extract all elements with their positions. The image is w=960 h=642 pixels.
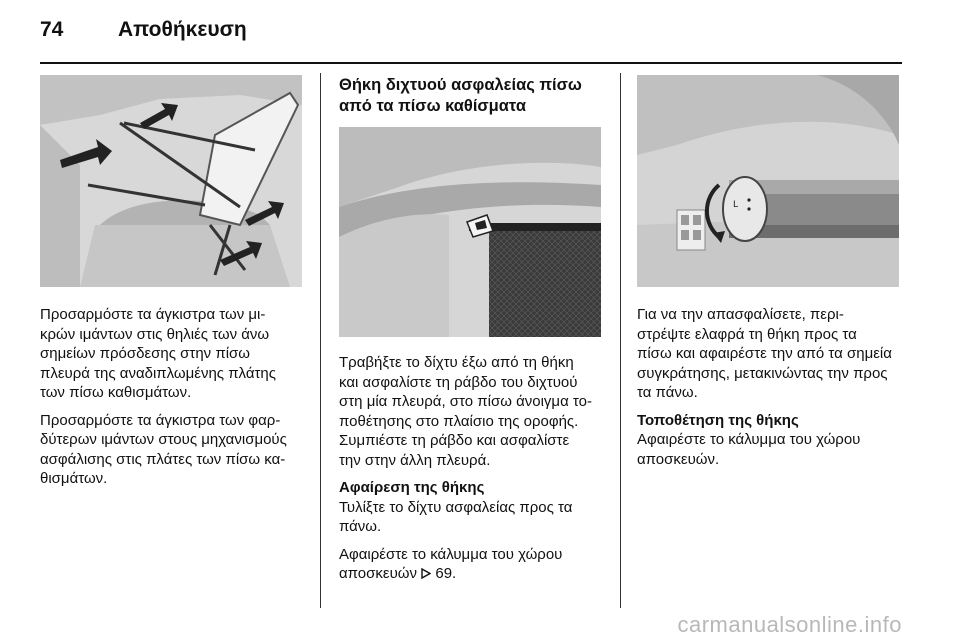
paragraph: Τραβήξτε το δίχτυ έξω από τη θήκη και ασφαλίστε τη ράβδο του διχτυού στη μία πλευρά, στο πίσω άνοιγμα το- ποθέτησης στο πλαίσιο της οροφής. Συμπιέστε τη ράβδο και ασφαλίστε την στην άλλη πλευρά.	[339, 354, 592, 469]
watermark: carmanualsonline.info	[677, 612, 902, 637]
net-cassette-figure	[637, 75, 899, 287]
svg-text:L: L	[733, 200, 739, 210]
paragraph-with-page-reference	[339, 545, 611, 584]
header-rule	[40, 62, 902, 64]
page-reference-arrow-icon	[421, 565, 431, 582]
net-rod-roof-frame-figure	[339, 127, 601, 337]
paragraph: Τυλίξτε το δίχτυ ασφαλείας προς τα πάνω.	[339, 498, 573, 535]
subheading: Αφαίρεση της θήκης	[339, 479, 485, 496]
column-middle	[339, 75, 611, 592]
column-right	[637, 75, 903, 477]
paragraph: Προσαρμόστε τα άγκιστρα των μι- κρών ιμάντων στις θηλιές των άνω σημείων πρόσδεσης στην πίσω πλευρά της αναδιπλωμένης πλάτης των πίσω καθισμάτων.	[40, 306, 276, 401]
cargo-net-hooks-figure	[40, 75, 302, 287]
page-reference[interactable]: 69.	[435, 565, 457, 582]
page-number: 74	[40, 18, 64, 41]
paragraph: Προσαρμόστε τα άγκιστρα των φαρ- δύτερων ιμάντων στους μηχανισμούς ασφάλισης στις πλάτες των πίσω κα- θισμάτων.	[40, 411, 287, 487]
paragraph-text: Αφαιρέστε το κάλυμμα του χώρου αποσκευών	[339, 545, 563, 582]
column-divider	[320, 73, 321, 608]
subheading: Τοποθέτηση της θήκης	[637, 411, 799, 429]
column-divider	[620, 73, 621, 608]
chapter-title: Αποθήκευση	[118, 18, 247, 41]
paragraph: Για να την απασφαλίσετε, περι- στρέψτε ελαφρά τη θήκη προς τα πίσω και αφαιρέστε την από τα σημεία συγκράτησης, μετακινώντας την προς τα πάνω.	[637, 306, 892, 401]
column-left	[40, 75, 308, 497]
section-heading: Θήκη διχτυού ασφαλείας πίσω από τα πίσω καθίσματα	[339, 76, 582, 115]
paragraph: Αφαιρέστε το κάλυμμα του χώρου αποσκευών.	[637, 431, 861, 468]
